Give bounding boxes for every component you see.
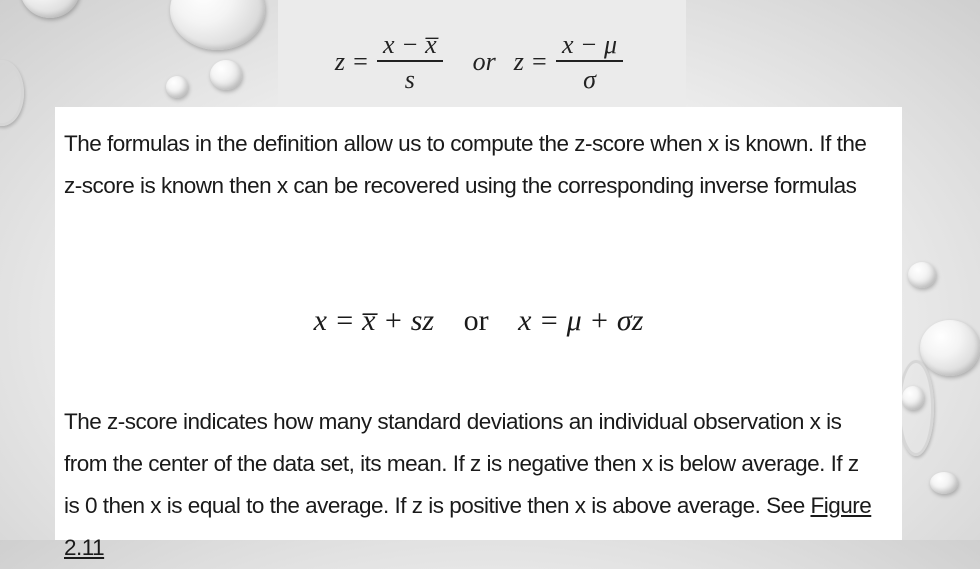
formula-2-lhs: z = (513, 47, 548, 76)
figure-link[interactable]: Figure 2.11 (64, 493, 872, 560)
water-drop (920, 320, 980, 376)
water-drop (210, 60, 242, 90)
formula-2-denominator: σ (583, 65, 596, 94)
z-score-formulas (278, 22, 686, 102)
z-score-formula-image (278, 0, 686, 108)
water-drop (20, 0, 80, 18)
water-drop (170, 0, 265, 50)
content-panel (55, 107, 902, 560)
paragraph-z-score-meaning (64, 401, 872, 569)
paragraph-formulas-intro: The formulas in the definition allow us to compute the z-score when x is known. If the z-score is known then x can be recovered using the corresponding inverse formulas (64, 131, 867, 198)
water-drop (930, 472, 958, 494)
formula-2-fraction (556, 31, 623, 94)
inverse-formula-connector: or (463, 304, 489, 337)
formula-1-denominator: s (404, 65, 415, 94)
formula-2-numerator: x − μ (556, 31, 623, 62)
formula-1-fraction (377, 31, 443, 94)
water-drop (908, 262, 936, 288)
formula-1-numerator: x − x̅ (377, 31, 443, 62)
formula-connector: or (472, 47, 496, 76)
inverse-formulas (55, 304, 902, 338)
water-ring (898, 360, 934, 456)
inverse-formula-1: x = x̅ + sz (313, 304, 435, 337)
paragraph-z-score-text: The z-score indicates how many standard deviations an individual observation x is from the center of the data set, its mean. If z is negative then x is below average. If z is 0 then x is equal to the average. If z is positive then x is above average. See (64, 409, 859, 518)
formula-1-lhs: z = (334, 47, 370, 76)
water-drop (166, 76, 188, 98)
water-ring (0, 60, 24, 126)
inverse-formula-2: x = μ + σz (518, 304, 644, 337)
